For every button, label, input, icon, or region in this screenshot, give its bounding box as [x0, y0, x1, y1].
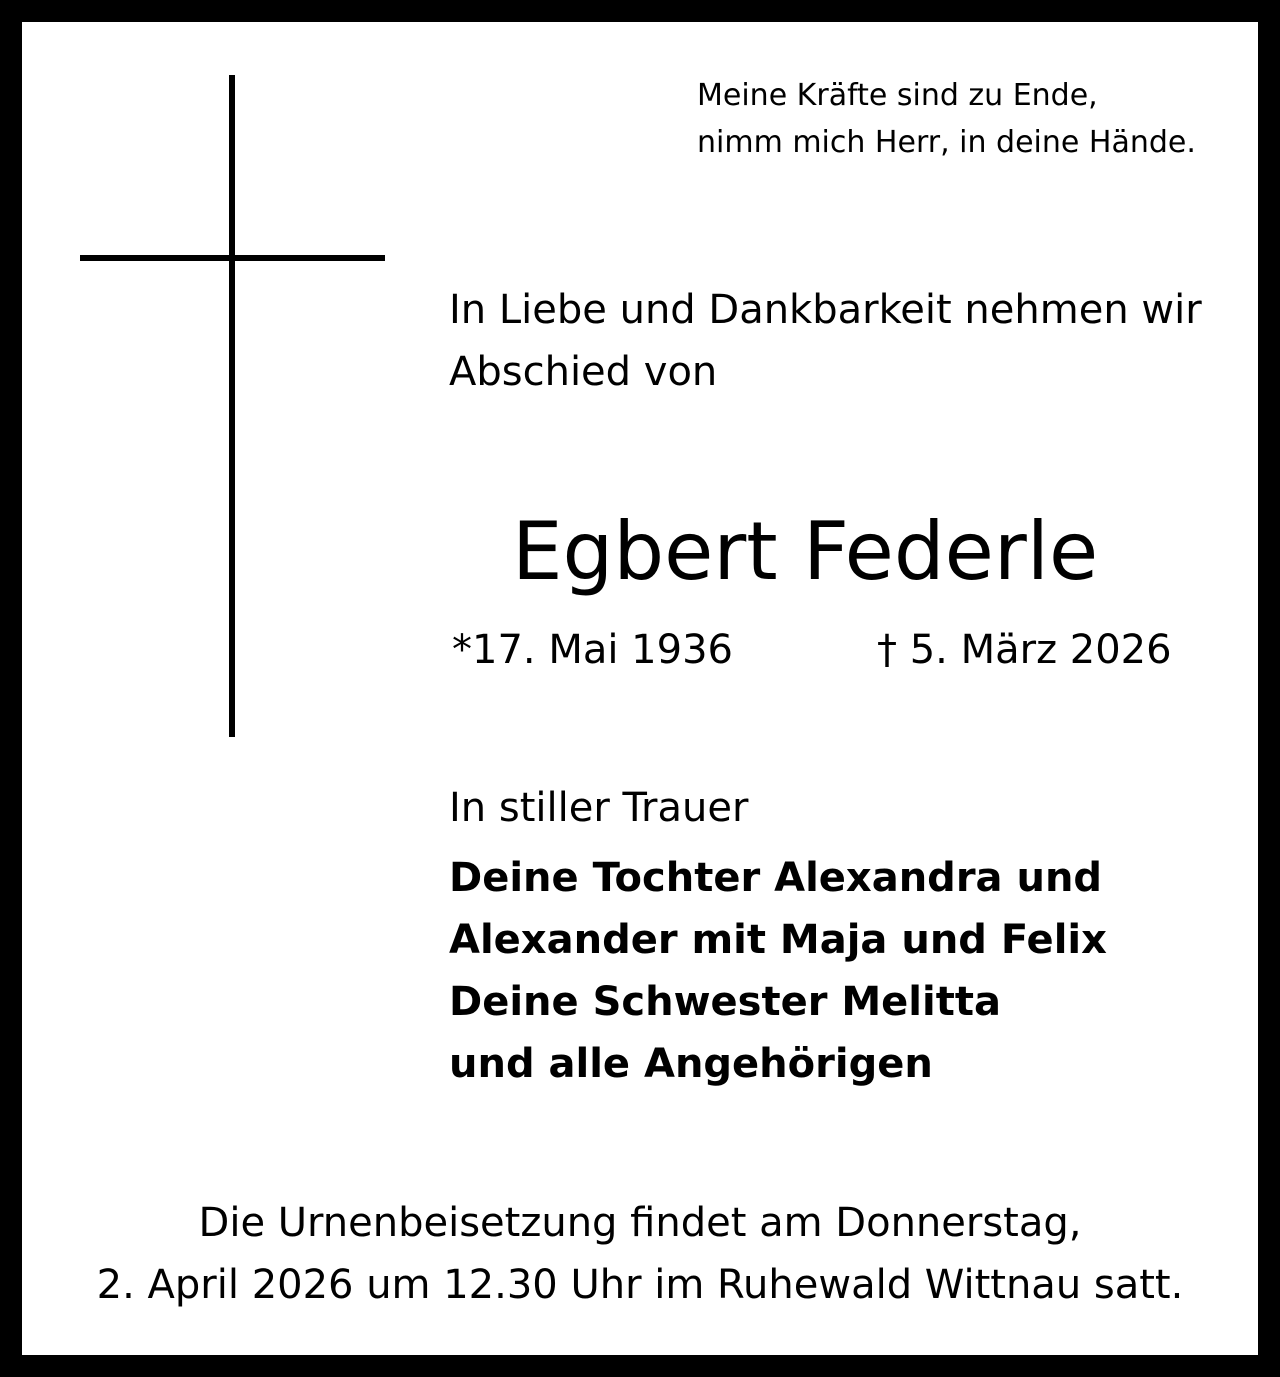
obituary-card	[22, 22, 1258, 1355]
mourner-line: Deine Tochter Alexandra und	[449, 855, 1103, 901]
deceased-name: Egbert Federle	[512, 505, 1099, 598]
mourner-line: Deine Schwester Melitta	[449, 979, 1001, 1025]
birth-date: *17. Mai 1936	[452, 627, 733, 673]
mourner-line: Alexander mit Maja und Felix	[449, 917, 1107, 963]
intro-text	[449, 279, 1202, 403]
verse-line: Meine Kräfte sind zu Ende,	[697, 78, 1098, 113]
mourners-list	[449, 847, 1107, 1095]
mourning-label: In stiller Trauer	[449, 785, 749, 831]
burial-line: 2. April 2026 um 12.30 Uhr im Ruhewald Wittnau satt.	[96, 1262, 1184, 1308]
intro-line: Abschied von	[449, 349, 718, 395]
cross-icon-vertical	[229, 75, 235, 737]
burial-line: Die Urnenbeisetzung findet am Donnerstag,	[198, 1200, 1082, 1246]
verse-line: nimm mich Herr, in deine Hände.	[697, 125, 1196, 160]
intro-line: In Liebe und Dankbarkeit nehmen wir	[449, 287, 1202, 333]
mourner-line: und alle Angehörigen	[449, 1041, 933, 1087]
verse	[697, 72, 1196, 166]
burial-notice	[22, 1192, 1258, 1316]
cross-icon-horizontal	[80, 255, 385, 261]
death-date: † 5. März 2026	[877, 627, 1172, 673]
